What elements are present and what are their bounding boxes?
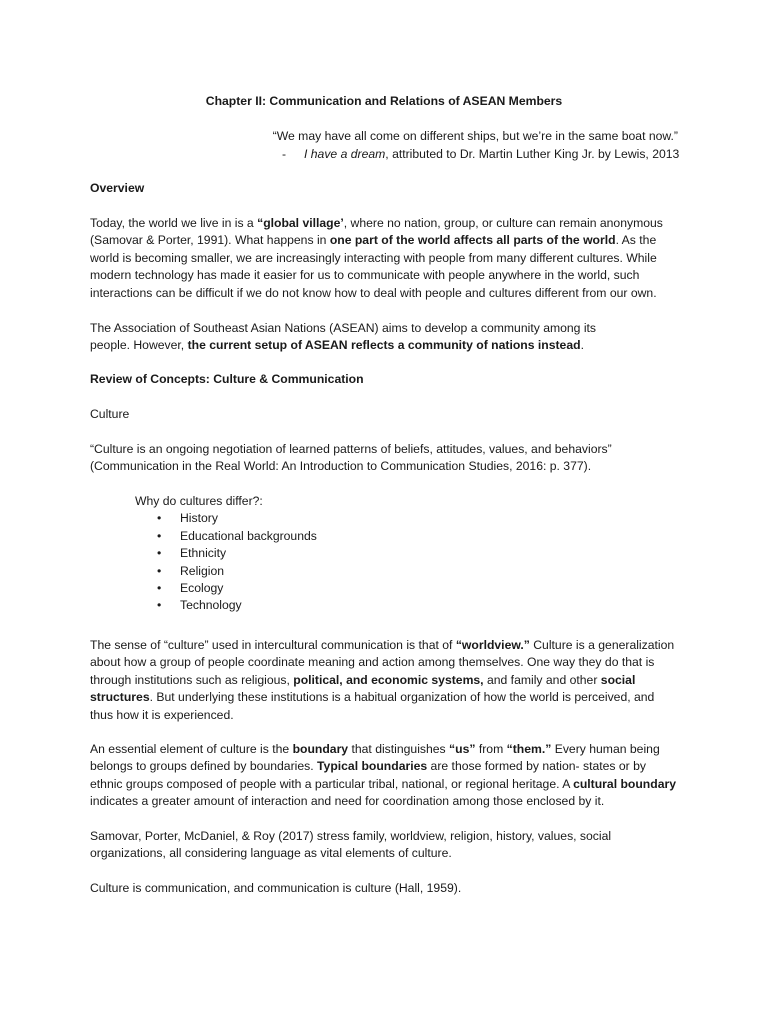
list-item: • Ecology [135,580,317,597]
bullet-icon: • [157,563,162,578]
bullet-icon: • [157,511,162,526]
list-item: • Educational backgrounds [135,528,317,545]
attribution-source-title: I have a dream [304,147,386,161]
list-item: • History [135,510,317,527]
why-cultures-differ-heading: Why do cultures differ?: [135,494,263,508]
overview-paragraph-2: The Association of Southeast Asian Nations (ASEAN) aims to develop a community among its people. However, the current setup of ASEAN reflects a community of nations instead. [90,321,597,353]
list-item: • Religion [135,563,317,580]
bullet-icon: • [157,528,162,543]
reasons-list [135,510,317,614]
attribution-dash: - [282,147,287,161]
why-cultures-differ [135,493,317,615]
overview-heading: Overview [90,181,145,195]
samovar-paragraph: Samovar, Porter, McDaniel, & Roy (2017) stress family, worldview, religion, history, values, social organizations, all considering language as vital elements of culture. [90,829,612,861]
bullet-icon: • [157,546,162,561]
culture-definition: “Culture is an ongoing negotiation of learned patterns of beliefs, attitudes, values, and behaviors” (Communication in the Real World: An Introduction to Communication Studies, 2016: p. 377). [90,442,612,474]
epigraph-quote: “We may have all come on different ships, but we’re in the same boat now.” [272,129,678,143]
bullet-icon: • [157,581,162,596]
chapter-title: Chapter II: Communication and Relations of ASEAN Members [205,94,563,108]
review-heading: Review of Concepts: Culture & Communication [90,372,364,386]
boundary-paragraph: An essential element of culture is the boundary that distinguishes “us” from “them.” Every human being belongs to groups defined by boundaries. Typical boundaries are those formed by nation- states or by ethnic groups composed of people with a particular tribal, national, or regional heritage. A cultural boundary indicates a greater amount of interaction and need for coordination among those enclosed by it. [90,742,676,809]
hall-paragraph: Culture is communication, and communication is culture (Hall, 1959). [90,881,462,895]
culture-subheading: Culture [90,407,130,421]
attribution-source-rest: , attributed to Dr. Martin Luther King Jr. by Lewis, 2013 [385,147,680,161]
bullet-icon: • [157,598,162,613]
epigraph-attribution [282,146,679,163]
overview-paragraph-1: Today, the world we live in is a “global village’, where no nation, group, or culture can remain anonymous (Samovar & Porter, 1991). What happens in one part of the world affects all parts of the world. As the world is becoming smaller, we are increasingly interacting with people from many different cultures. While modern technology has made it easier for us to communicate with people anywhere in the world, such interactions can be difficult if we do not know how to deal with people and cultures different from our own. [90,216,663,300]
list-item: • Ethnicity [135,545,317,562]
list-item: • Technology [135,597,317,614]
worldview-paragraph: The sense of “culture” used in intercultural communication is that of “worldview.” Culture is a generalization about how a group of people coordinate meaning and action among themselves. One way they do that is through institutions such as religious, political, and economic systems, and family and other social structures. But underlying these institutions is a habitual organization of how the world is perceived, and thus how it is experienced. [90,638,675,722]
